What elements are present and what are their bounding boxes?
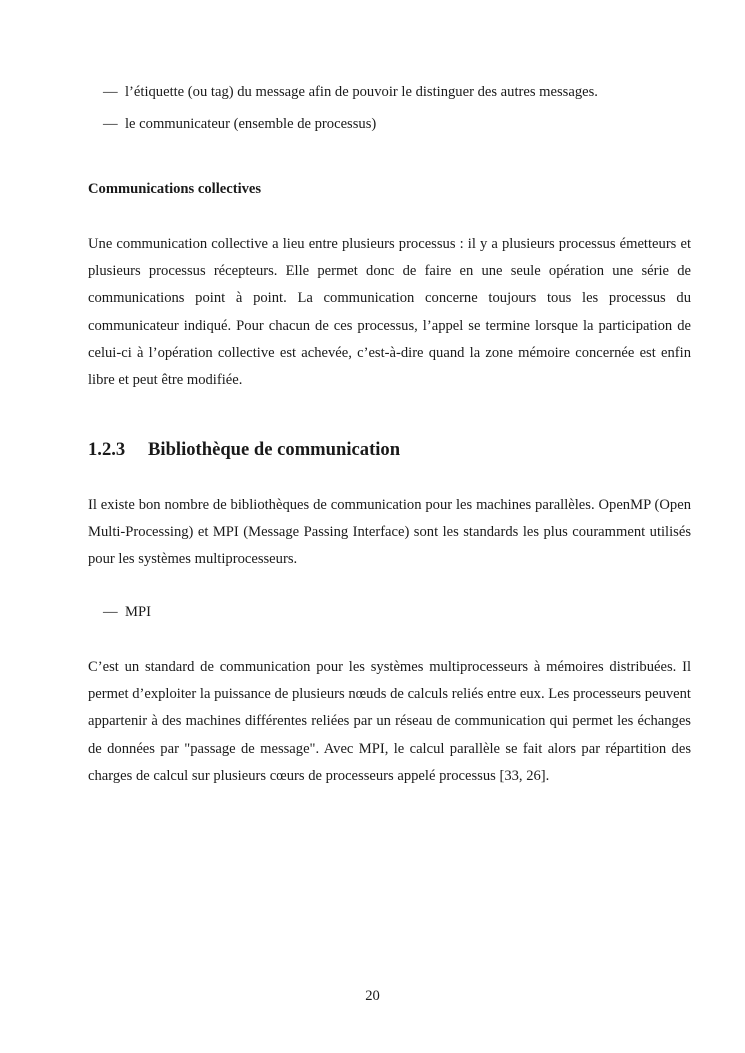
- section-number: 1.2.3: [88, 439, 126, 460]
- section-title: Bibliothèque de communication: [148, 439, 401, 460]
- collective-paragraph: Une communication collective a lieu entre plusieurs processus : il y a plusieurs processus émetteurs et plusieurs processus récepteurs. Elle permet donc de faire en une seule opération une série de communications point à point. La communication concerne toujours tous les processus du communicateur indiqué. Pour chacun de ces processus, l’appel se termine lorsque la participation de celui-ci à l’opération collective est achevée, c’est-à-dire quand la zone mémoire concernée est enfin libre et peut être modifiée.: [88, 236, 691, 389]
- list-dash: —: [103, 604, 118, 620]
- page-number: 20: [365, 988, 380, 1004]
- mpi-paragraph: C’est un standard de communication pour les systèmes multiprocesseurs à mémoires distribuées. Il permet d’exploiter la puissance de plusieurs nœuds de calculs reliés entre eux. Les processeurs peuvent appartenir à des machines différentes reliées par un réseau de communication qui permet les échanges de données par "passage de message". Avec MPI, le calcul parallèle se fait alors par répartition des charges de calcul sur plusieurs cœurs de processeurs appelé processus [33, 26].: [88, 659, 691, 784]
- collective-heading: Communications collectives: [88, 181, 262, 197]
- list-item-tag: [103, 83, 598, 101]
- list-item-text: l’étiquette (ou tag) du message afin de pouvoir le distinguer des autres messages.: [125, 84, 598, 100]
- list-item-text: MPI: [125, 604, 151, 620]
- section-heading: [88, 438, 400, 462]
- section-intro-paragraph: Il existe bon nombre de bibliothèques de communication pour les machines parallèles. OpenMP (Open Multi-Processing) et MPI (Message Passing Interface) sont les standards les plus couramment utilisés pour les systèmes multiprocesseurs.: [88, 497, 691, 568]
- list-item-communicator: [103, 115, 376, 133]
- list-dash: —: [103, 116, 118, 132]
- list-dash: —: [103, 84, 118, 100]
- list-item-text: le communicateur (ensemble de processus): [125, 116, 377, 132]
- list-item-mpi: [103, 603, 151, 621]
